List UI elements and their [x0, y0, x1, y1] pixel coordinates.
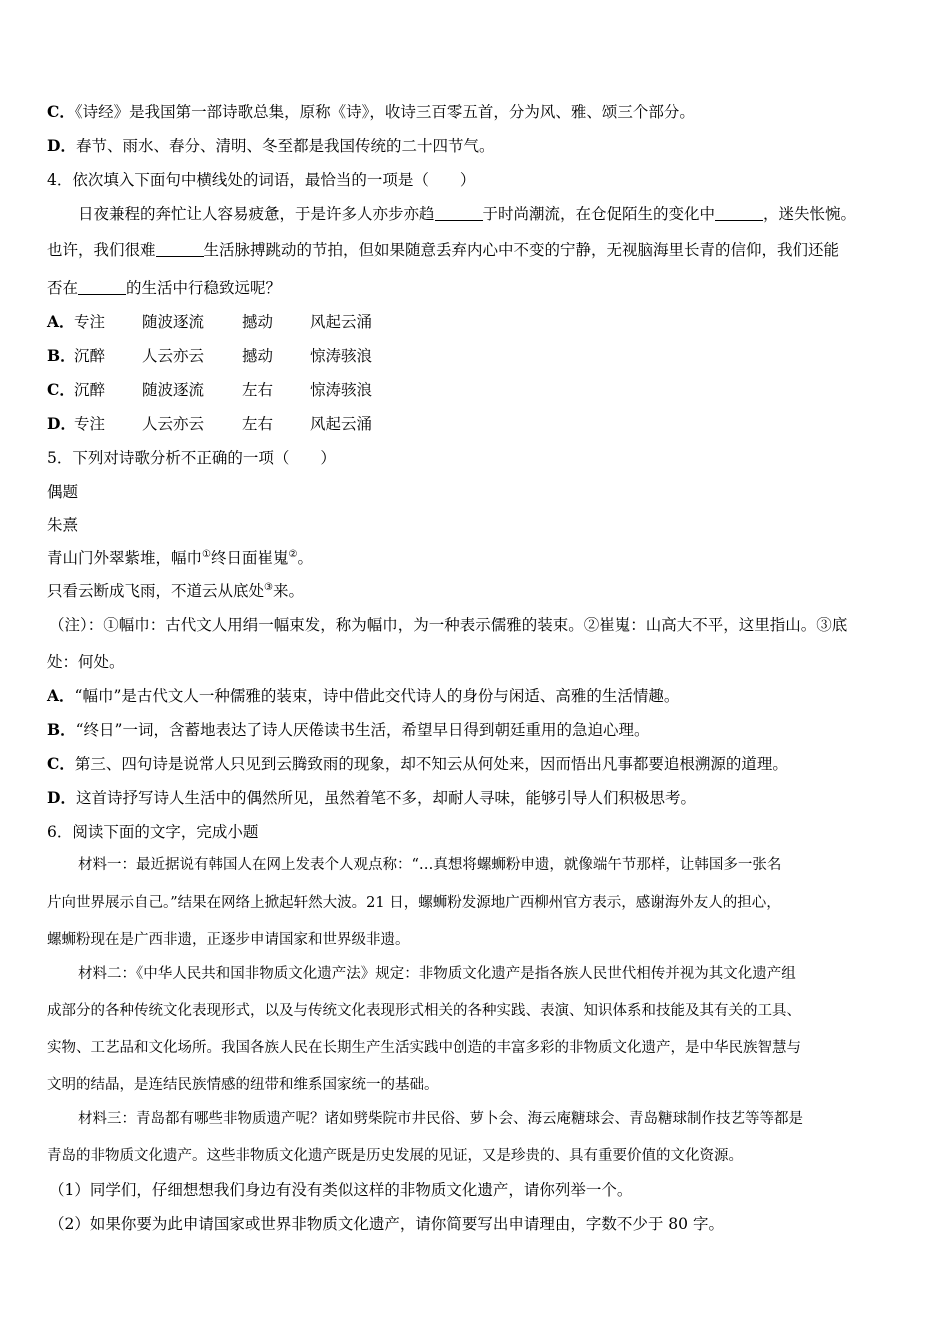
note-marker: ②	[288, 549, 298, 560]
q4-passage-line-3	[47, 278, 281, 298]
poem-author: 朱熹	[47, 516, 79, 534]
q4-option-b	[47, 346, 447, 366]
material-1-line-3: 螺蛳粉现在是广西非遗，正逐步申请国家和世界级非遗。	[47, 932, 410, 948]
passage-text: 生活脉搏跳动的节拍，但如果随意丢弃内心中不变的宁静，无视脑海里长青的信仰，我们还能	[203, 241, 840, 259]
material-2-line-2: 成部分的各种传统文化表现形式，以及与传统文化表现形式相关的各种实践、表演、知识体系和技能及其有关的工具、	[47, 1003, 801, 1019]
q4-passage-line-2	[47, 240, 839, 260]
option-text: 《诗经》是我国第一部诗歌总集，原称《诗》，收诗三百零五首，分为风、雅、颂三个部分。	[74, 103, 695, 121]
q5-option-c	[47, 754, 788, 774]
option-letter: A．	[47, 686, 75, 705]
option-letter: B．	[47, 720, 76, 739]
fill-blank	[78, 280, 126, 295]
passage-text: 否在	[47, 279, 79, 297]
note-marker: ③	[264, 582, 273, 593]
option-word: 风起云涌	[310, 313, 373, 331]
q5-option-b	[47, 720, 649, 740]
option-word: 沉醉	[74, 347, 106, 365]
option-text: “幅巾”是古代文人一种儒雅的装束，诗中借此交代诗人的身份与闲适、高雅的生活情趣。	[74, 687, 680, 705]
option-word: 专注	[74, 415, 106, 433]
option-text: 春节、雨水、春分、清明、冬至都是我国传统的二十四节气。	[75, 137, 495, 155]
option-letter: D．	[47, 414, 76, 433]
option-letter: D．	[47, 788, 76, 807]
option-word: 人云亦云	[142, 415, 205, 433]
option-letter: B．	[47, 346, 76, 365]
poem-text: 只看云断成飞雨，不道云从底处	[47, 582, 265, 600]
q3-option-c	[47, 102, 695, 122]
option-text: 第三、四句诗是说常人只见到云腾致雨的现象，却不知云从何处来，因而悟出凡事都要追根溯源的道理。	[74, 755, 788, 773]
poem-text: 青山门外翠紫堆，幅巾	[47, 549, 203, 567]
q4-stem: 4．依次填入下面句中横线处的词语，最恰当的一项是（ ）	[47, 171, 476, 189]
option-text: 这首诗抒写诗人生活中的偶然所见，虽然着笔不多，却耐人寻味，能够引导人们积极思考。	[75, 789, 696, 807]
option-letter: C．	[47, 380, 75, 399]
material-2-line-4: 文明的结晶，是连结民族情感的纽带和维系国家统一的基础。	[47, 1077, 439, 1093]
option-letter: C．	[47, 754, 75, 773]
fill-blank	[715, 206, 763, 221]
option-letter: A．	[47, 312, 75, 331]
option-word: 撼动	[242, 313, 274, 331]
poem-line-2	[47, 581, 304, 601]
passage-text: 于时尚潮流，在仓促陌生的变化中	[482, 205, 716, 223]
option-word: 风起云涌	[310, 415, 373, 433]
option-letter: D．	[47, 136, 76, 155]
q4-option-d	[47, 414, 447, 434]
q5-option-d	[47, 788, 696, 808]
poem-text: 。	[297, 549, 313, 567]
option-word: 随波逐流	[142, 313, 205, 331]
poem-title: 偶题	[47, 483, 79, 501]
note-marker: ①	[202, 549, 211, 560]
q5-stem: 5．下列对诗歌分析不正确的一项（ ）	[47, 449, 336, 467]
passage-text: 也许，我们很难	[47, 241, 156, 259]
poem-text: 终日面崔嵬	[210, 549, 289, 567]
fill-blank	[156, 242, 204, 257]
material-3-line-2: 青岛的非物质文化遗产。这些非物质文化遗产既是历史发展的见证，又是珍贵的、具有重要价值的文化资源。	[47, 1148, 743, 1164]
q6-stem: 6．阅读下面的文字，完成小题	[47, 823, 259, 841]
q6-sub-question-1: （1）同学们，仔细想想我们身边有没有类似这样的非物质文化遗产，请你列举一个。	[49, 1181, 633, 1199]
q5-option-a	[47, 686, 679, 706]
option-word: 惊涛骇浪	[310, 381, 373, 399]
q4-option-c	[47, 380, 447, 400]
option-letter: C．	[47, 102, 75, 121]
q3-option-d	[47, 136, 494, 156]
q6-sub-question-2: （2）如果你要为此申请国家或世界非物质文化遗产，请你简要写出申请理由，字数不少于 80 字。	[49, 1215, 724, 1233]
option-word: 撼动	[242, 347, 274, 365]
passage-text: 日夜兼程的奔忙让人容易疲惫，于是许多人亦步亦趋	[78, 205, 435, 223]
option-word: 左右	[242, 415, 274, 433]
material-1-line-2: 片向世界展示自己。”结果在网络上掀起轩然大波。21 日，螺蛳粉发源地广西柳州官方表示，感谢海外友人的担心，	[47, 895, 781, 911]
material-3-line-1: 材料三：青岛都有哪些非物质遗产呢？诸如劈柴院市井民俗、萝卜会、海云庵糖球会、青岛糖球制作技艺等等都是	[78, 1111, 803, 1127]
passage-text: 的生活中行稳致远呢？	[126, 279, 282, 297]
material-1-line-1: 材料一：最近据说有韩国人在网上发表个人观点称：“…真想将螺蛳粉申遗，就像端午节那样，让韩国多一张名	[78, 857, 782, 873]
option-word: 惊涛骇浪	[310, 347, 373, 365]
option-word: 人云亦云	[142, 347, 205, 365]
poem-note-line-2: 处：何处。	[47, 653, 125, 671]
material-2-line-1: 材料二：《中华人民共和国非物质文化遗产法》规定：非物质文化遗产是指各族人民世代相传并视为其文化遗产组	[78, 966, 796, 982]
q4-passage-line-1	[78, 204, 856, 224]
q4-option-a	[47, 312, 447, 332]
option-text: “终日”一词，含蓄地表达了诗人厌倦读书生活，希望早日得到朝廷重用的急迫心理。	[75, 721, 650, 739]
option-word: 沉醉	[74, 381, 106, 399]
material-2-line-3: 实物、工艺品和文化场所。我国各族人民在长期生产生活实践中创造的丰富多彩的非物质文化遗产，是中华民族智慧与	[47, 1040, 801, 1056]
poem-text: 来。	[272, 582, 304, 600]
poem-line-1	[47, 548, 313, 568]
passage-text: ，迷失怅惋。	[763, 205, 857, 223]
option-word: 随波逐流	[142, 381, 205, 399]
poem-note-line-1: （注）：①幅巾：古代文人用绢一幅束发，称为幅巾，为一种表示儒雅的装束。②崔嵬：山高大不平，这里指山。③底	[49, 616, 848, 634]
option-word: 专注	[74, 313, 106, 331]
fill-blank	[435, 206, 483, 221]
option-word: 左右	[242, 381, 274, 399]
